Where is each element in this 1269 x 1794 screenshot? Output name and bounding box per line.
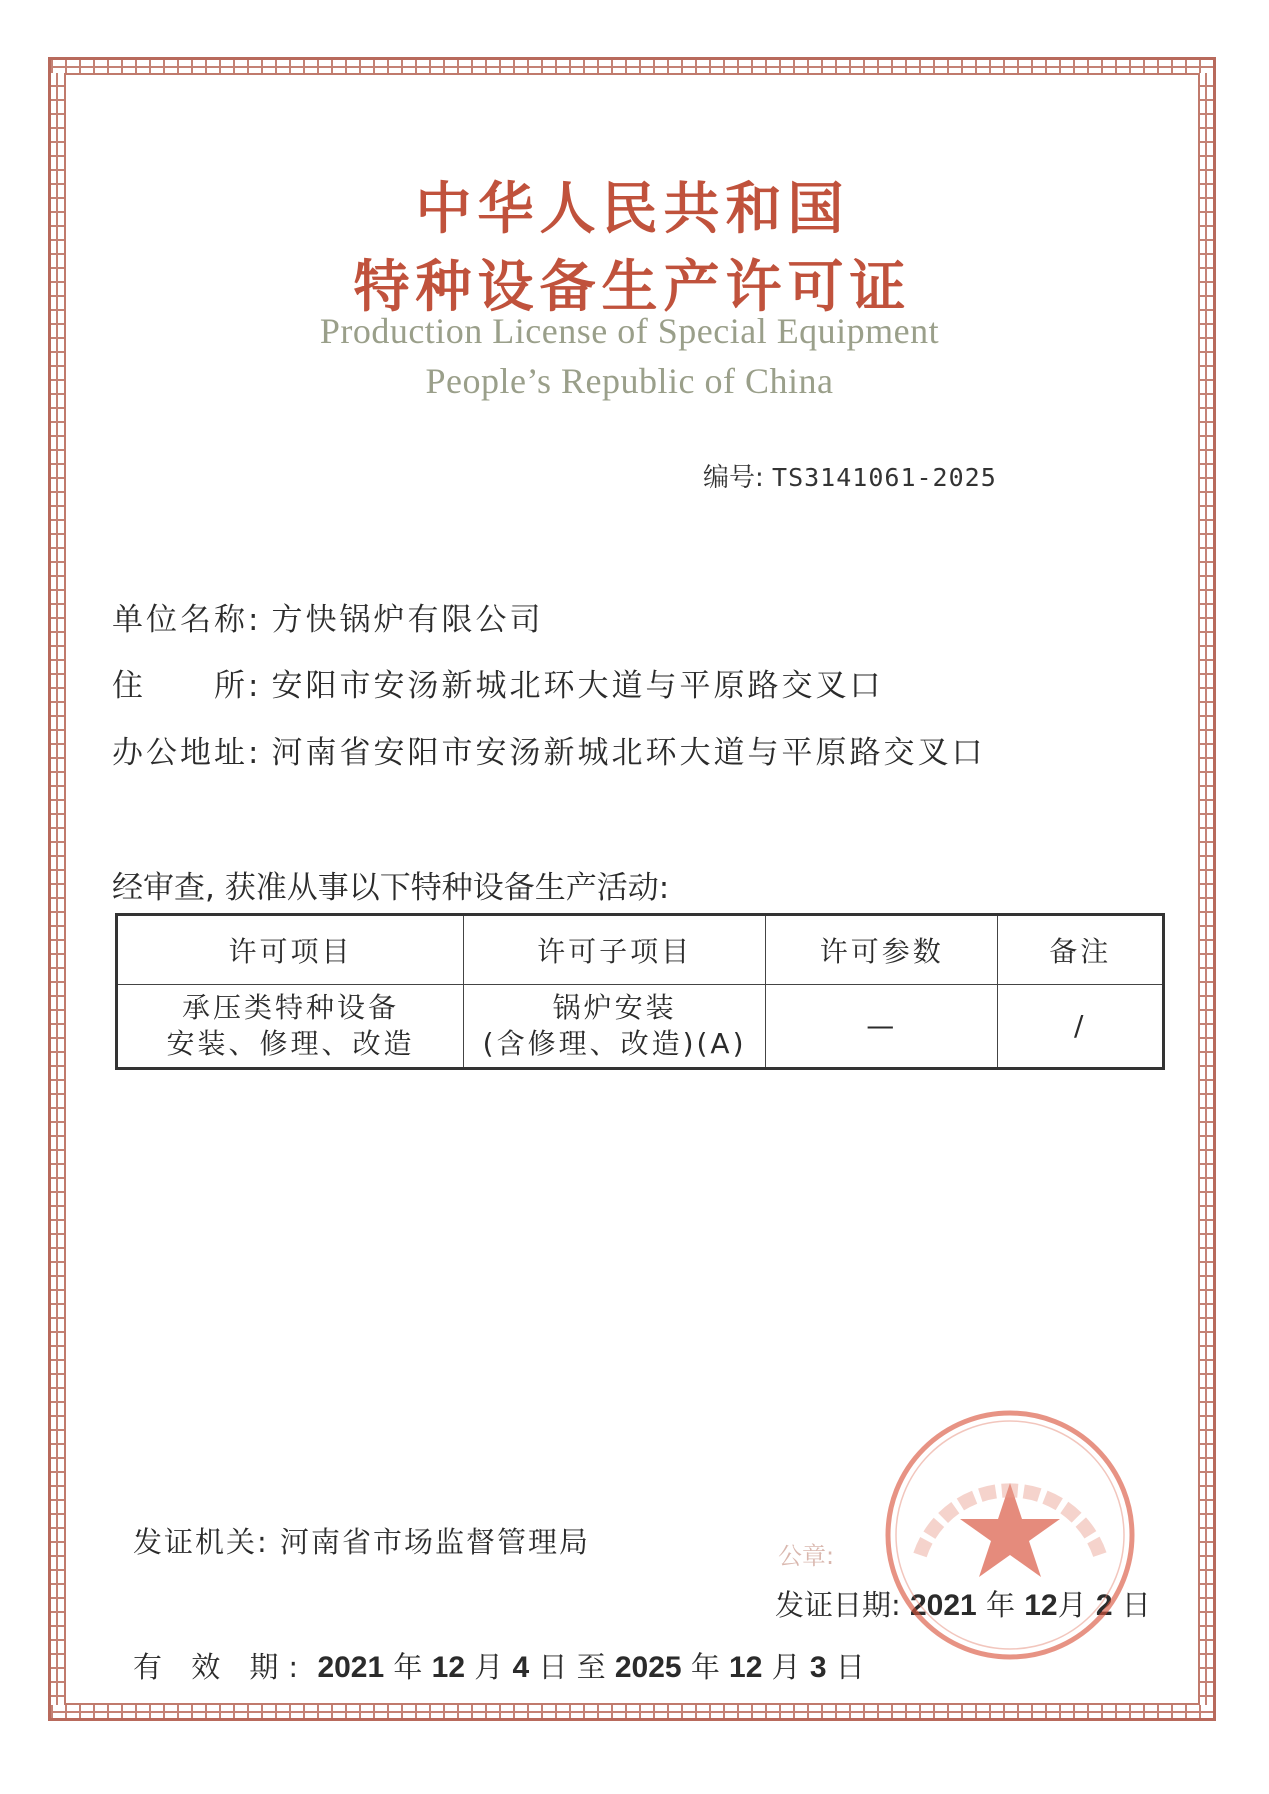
header-permit-subitem: 许可子项目 — [464, 915, 766, 985]
header-permit-params: 许可参数 — [766, 915, 998, 985]
issue-day: 2 — [1095, 1589, 1113, 1622]
issuer-label: 发证机关: — [133, 1525, 269, 1559]
holder-name-value: 方快锅炉有限公司 — [271, 602, 544, 638]
validity-from-day: 4 — [512, 1651, 530, 1684]
official-seal-stamp — [880, 1405, 1140, 1665]
issue-month-unit: 月 — [1057, 1588, 1087, 1622]
table-row — [117, 985, 1164, 1069]
validity-from-year-unit: 年 — [393, 1650, 423, 1684]
holder-office-label: 办公地址: — [112, 735, 262, 771]
validity-label: 有 效 期: — [133, 1650, 309, 1684]
header-remark: 备注 — [998, 915, 1164, 985]
validity-period — [133, 1645, 865, 1686]
validity-to-month-unit: 月 — [771, 1650, 801, 1684]
cell-remark: / — [998, 985, 1164, 1069]
holder-address-label: 住 所: — [112, 668, 262, 704]
permit-item-line1: 承压类特种设备 — [181, 991, 399, 1024]
validity-to-year-unit: 年 — [690, 1650, 720, 1684]
certificate-number — [703, 457, 997, 494]
approval-statement: 经审查, 获准从事以下特种设备生产活动: — [112, 870, 670, 906]
issuing-authority — [133, 1520, 590, 1561]
certificate-number-label: 编号: — [703, 463, 764, 493]
fret-border-top — [51, 60, 1213, 73]
cell-permit-item — [117, 985, 464, 1069]
validity-from-year: 2021 — [317, 1651, 385, 1684]
cell-permit-subitem — [464, 985, 766, 1069]
permit-item-line2: 安装、修理、改造 — [166, 1027, 415, 1060]
holder-name-label: 单位名称: — [112, 602, 262, 638]
permit-table-header-row — [117, 915, 1164, 985]
permit-subitem-line2: (含修理、改造)(A) — [482, 1027, 747, 1060]
validity-to-day-unit: 日 — [835, 1650, 865, 1684]
title-cn-line2: 特种设备生产许可证 — [353, 255, 912, 320]
certificate-number-value: TS3141061-2025 — [772, 463, 997, 492]
validity-to-day: 3 — [809, 1651, 827, 1684]
issue-day-unit: 日 — [1121, 1588, 1151, 1622]
title-en-line1: Production License of Special Equipment — [319, 311, 940, 351]
holder-address-row — [112, 660, 883, 705]
cell-permit-params: — — [766, 985, 998, 1069]
fret-border-bottom — [51, 1705, 1213, 1718]
header-permit-item: 许可项目 — [117, 915, 464, 985]
holder-office-value: 河南省安阳市安汤新城北环大道与平原路交叉口 — [271, 735, 986, 771]
title-cn-line1: 中华人民共和国 — [415, 177, 850, 242]
issue-year: 2021 — [910, 1589, 977, 1622]
issuer-value: 河南省市场监督管理局 — [280, 1525, 591, 1559]
holder-office-row — [112, 727, 985, 772]
seal-label: 公章: — [778, 1542, 835, 1570]
title-en-line2: People’s Republic of China — [425, 361, 834, 401]
validity-to-month: 12 — [729, 1651, 763, 1684]
validity-from-month: 12 — [431, 1651, 466, 1684]
permit-table — [115, 913, 1165, 1070]
validity-from-day-unit: 日 — [538, 1650, 568, 1684]
issue-year-unit: 年 — [985, 1588, 1015, 1622]
holder-address-value: 安阳市安汤新城北环大道与平原路交叉口 — [271, 668, 884, 704]
issue-month: 12 — [1024, 1589, 1058, 1622]
holder-name-row — [112, 594, 543, 639]
permit-subitem-line1: 锅炉安装 — [552, 991, 677, 1024]
validity-from-month-unit: 月 — [474, 1650, 504, 1684]
issue-date-label: 发证日期: — [775, 1588, 901, 1622]
validity-to-word: 至 — [576, 1650, 606, 1684]
validity-to-year: 2025 — [614, 1651, 682, 1684]
